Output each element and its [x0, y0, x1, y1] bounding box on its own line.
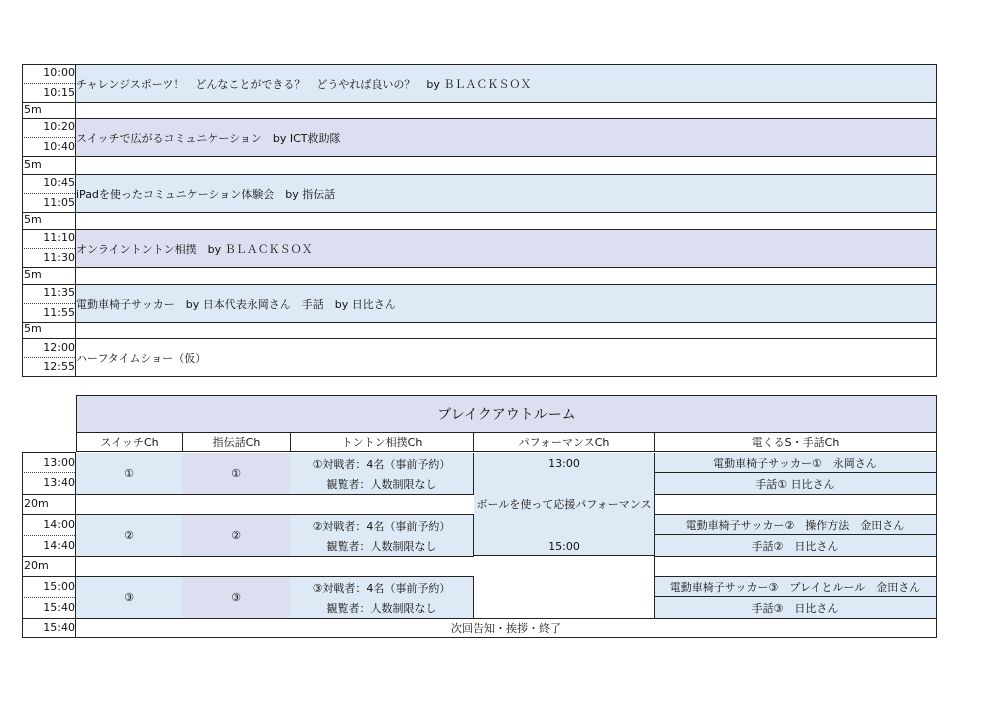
- time-divider: [22, 472, 75, 473]
- session-end-time: 14:40: [43, 539, 75, 552]
- closing-time: 15:40: [43, 621, 75, 634]
- start-time: 12:00: [43, 341, 75, 354]
- denkuru-session-cell: 電動車椅子サッカー① 永岡さん: [654, 453, 936, 473]
- row-divider: [22, 102, 937, 103]
- sign-language-cell: 手話③ 日比さん: [654, 597, 936, 618]
- row-divider: [22, 267, 937, 268]
- time-divider: [22, 137, 75, 138]
- gap-label: 5m: [24, 213, 42, 226]
- end-time: 10:15: [43, 86, 75, 99]
- end-time: 11:05: [43, 196, 75, 209]
- gap-label: 20m: [24, 497, 49, 510]
- column-header-performance: パフォーマンスCh: [473, 432, 655, 452]
- tonton-viewers-cell: 観覧者：人数制限なし: [290, 536, 474, 556]
- sign-language-cell: 手話① 日比さん: [654, 473, 936, 494]
- tonton-players-cell: ②対戦者：4名（事前予約）: [290, 515, 474, 536]
- column-header-switch: スイッチCh: [76, 432, 183, 452]
- gap-label: 5m: [24, 103, 42, 116]
- program-title: ハーフタイムショー（仮）: [76, 351, 207, 365]
- time-divider: [22, 357, 75, 358]
- switch-session-cell: ③: [76, 577, 183, 618]
- session-start-time: 13:00: [43, 456, 75, 469]
- time-divider: [22, 597, 75, 598]
- session-start-time: 14:00: [43, 518, 75, 531]
- gap-label: 5m: [24, 158, 42, 171]
- switch-session-cell: ②: [76, 515, 183, 556]
- closing-label: 次回告知・挨拶・終了: [451, 622, 561, 635]
- tonton-players-cell: ①対戦者：4名（事前予約）: [290, 453, 474, 474]
- start-time: 11:35: [43, 286, 75, 299]
- denkuru-session-cell: 電動車椅子サッカー② 操作方法 金田さん: [654, 515, 936, 535]
- row-divider: [22, 212, 937, 213]
- column-divider: [654, 453, 655, 618]
- row-divider: [22, 452, 76, 453]
- time-divider: [22, 303, 75, 304]
- row-divider: [22, 556, 474, 557]
- performance-start-time: 13:00: [548, 456, 580, 470]
- end-time: 10:40: [43, 140, 75, 153]
- time-divider: [22, 83, 75, 84]
- denkuru-session-cell: 電動車椅子サッカー③ プレイとルール 金田さん: [654, 577, 936, 597]
- morning-frame: [22, 64, 937, 377]
- session-start-time: 15:00: [43, 580, 75, 593]
- program-title: iPadを使ったコミュニケーション体験会 by 指伝話: [76, 187, 336, 201]
- time-divider: [22, 248, 75, 249]
- row-divider: [22, 156, 937, 157]
- column-header-denkuru: 電くるS・手話Ch: [654, 432, 937, 452]
- gap-label: 5m: [24, 322, 42, 335]
- time-divider: [22, 193, 75, 194]
- end-time: 11:55: [43, 306, 75, 319]
- row-divider: [22, 322, 937, 323]
- yubidenwa-session-cell: ①: [182, 453, 291, 494]
- row-divider: [654, 494, 937, 495]
- time-divider: [22, 535, 75, 536]
- program-title: チャレンジスポーツ！ どんなことができる？ どうやれば良いの？ by ＢＬＡＣＫＳＯＸ: [76, 77, 532, 91]
- start-time: 11:10: [43, 231, 75, 244]
- session-end-time: 15:40: [43, 601, 75, 614]
- tonton-viewers-cell: 観覧者：人数制限なし: [290, 474, 474, 494]
- end-time: 12:55: [43, 360, 75, 373]
- breakout-title: ブレイクアウトルーム: [76, 395, 937, 433]
- yubidenwa-session-cell: ③: [182, 577, 291, 618]
- sign-language-cell: 手話② 日比さん: [654, 535, 936, 556]
- tonton-players-cell: ③対戦者：4名（事前予約）: [290, 577, 474, 598]
- column-header-yubidenwa: 指伝話Ch: [182, 432, 291, 452]
- start-time: 10:20: [43, 120, 75, 133]
- time-column-divider: [75, 64, 76, 377]
- switch-session-cell: ①: [76, 453, 183, 494]
- start-time: 10:45: [43, 176, 75, 189]
- performance-end-time: 15:00: [548, 539, 580, 553]
- performance-title: ボールを使って応援パフォーマンス: [476, 498, 652, 511]
- program-title: オンライントントン相撲 by ＢＬＡＣＫＳＯＸ: [76, 242, 313, 256]
- gap-label: 5m: [24, 268, 42, 281]
- row-divider: [22, 494, 474, 495]
- start-time: 10:00: [43, 66, 75, 79]
- session-end-time: 13:40: [43, 476, 75, 489]
- program-title: スイッチで広がるコミュニケーション by ICT救助隊: [76, 131, 341, 145]
- tonton-viewers-cell: 観覧者：人数制限なし: [290, 598, 474, 618]
- yubidenwa-session-cell: ②: [182, 515, 291, 556]
- program-title: 電動車椅子サッカー by 日本代表永岡さん 手話 by 日比さん: [76, 297, 396, 311]
- end-time: 11:30: [43, 251, 75, 264]
- gap-label: 20m: [24, 559, 49, 572]
- column-header-tonton: トントン相撲Ch: [290, 432, 474, 452]
- row-divider: [654, 556, 937, 557]
